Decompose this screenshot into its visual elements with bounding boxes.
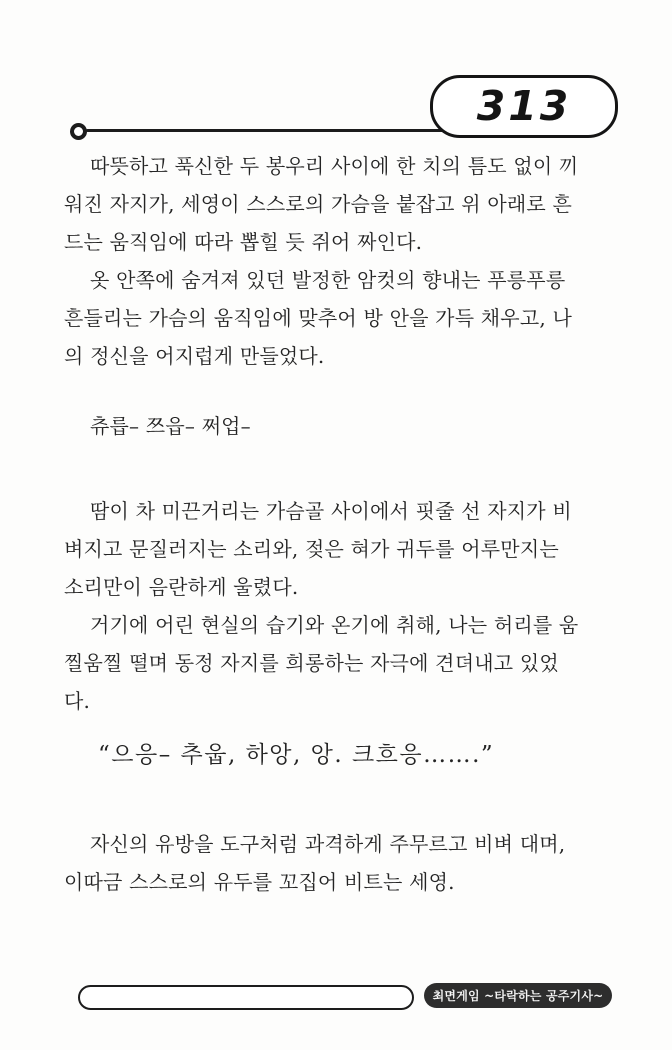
dialogue-paragraph: [64, 735, 610, 775]
text-line: 이따금 스스로의 유두를 꼬집어 비트는 세영.: [64, 870, 455, 894]
text-line: 흔들리는 가슴의 움직임에 맞추어 방 안을 가득 채우고, 나: [64, 306, 572, 330]
text-line: 거기에 어린 현실의 습기와 온기에 취해, 나는 허리를 움: [90, 613, 579, 637]
text-line: 드는 움직임에 따라 뽑힐 듯 쥐어 짜인다.: [64, 230, 423, 254]
text-line: 따뜻하고 푹신한 두 봉우리 사이에 한 치의 틈도 없이 끼: [90, 154, 579, 178]
paragraph: [64, 147, 610, 261]
paragraph: [64, 261, 610, 375]
footer-pill: [78, 985, 414, 1010]
page-number-badge: [430, 75, 618, 138]
text-line: “으응– 추웁, 하앙, 앙. 크흐응…….”: [98, 742, 495, 768]
text-line: 땀이 차 미끈거리는 가슴골 사이에서 핏줄 선 자지가 비: [90, 499, 572, 523]
text-line: 다.: [64, 689, 91, 713]
page-number: 313: [476, 81, 572, 130]
text-line: 의 정신을 어지럽게 만들었다.: [64, 344, 325, 368]
paragraph: [64, 825, 610, 901]
text-line: 츄릅– 쯔읍– 쩌업–: [90, 414, 251, 438]
text-line: 옷 안쪽에 숨겨져 있던 발정한 암컷의 향내는 푸릉푸릉: [90, 268, 566, 292]
paragraph: [64, 606, 610, 720]
header-ring-icon: [70, 123, 87, 140]
text-line: 워진 자지가, 세영이 스스로의 가슴을 붙잡고 위 아래로 흔: [64, 192, 572, 216]
header-rule: [86, 129, 446, 132]
footer-series-title: 최면게임 ~타락하는 공주기사~: [432, 989, 604, 1003]
sound-effect-paragraph: [64, 407, 610, 445]
text-line: 자신의 유방을 도구처럼 과격하게 주무르고 비벼 대며,: [90, 832, 566, 856]
text-line: 찔움찔 떨며 동정 자지를 희롱하는 자극에 견뎌내고 있었: [64, 651, 559, 675]
text-line: 벼지고 문질러지는 소리와, 젖은 혀가 귀두를 어루만지는: [64, 537, 559, 561]
page-content: [64, 147, 610, 901]
paragraph: [64, 492, 610, 606]
text-line: 소리만이 음란하게 울렸다.: [64, 575, 299, 599]
footer-series-badge: [424, 983, 612, 1008]
